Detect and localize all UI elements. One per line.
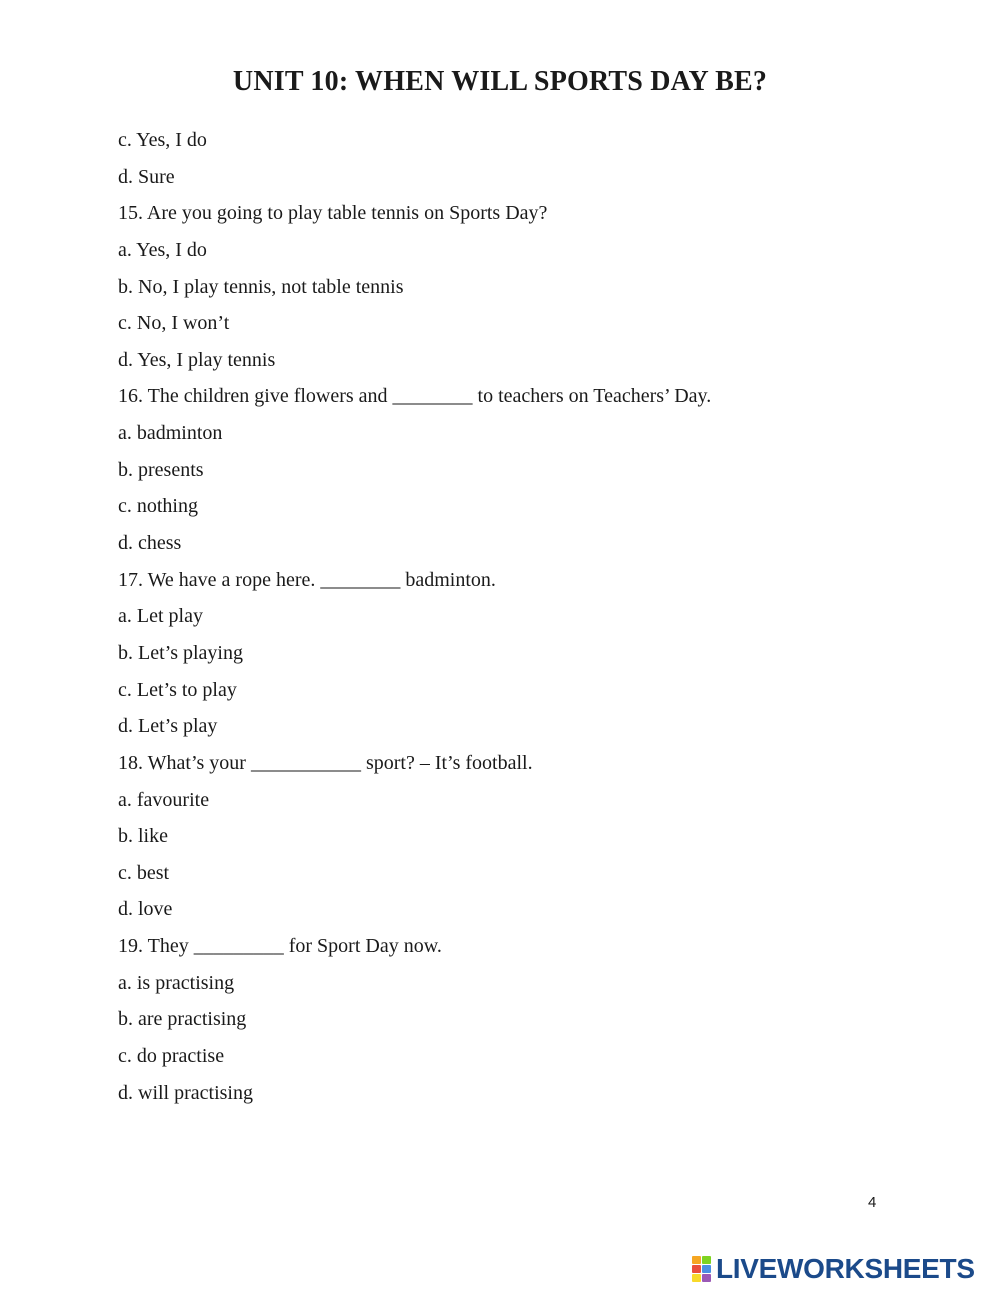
answer-option: a. Let play bbox=[118, 605, 203, 628]
question-text: 15. Are you going to play table tennis on Sports Day? bbox=[118, 202, 548, 225]
answer-option: b. Let’s playing bbox=[118, 641, 243, 664]
answer-option: b. are practising bbox=[118, 1008, 247, 1031]
answer-option: b. presents bbox=[118, 458, 204, 481]
page-title: UNIT 10: WHEN WILL SPORTS DAY BE? bbox=[232, 66, 768, 97]
question-text: 19. They _________ for Sport Day now. bbox=[118, 935, 442, 958]
brand-text: LIVEWORKSHEETS bbox=[716, 1253, 975, 1284]
answer-option: a. favourite bbox=[118, 788, 210, 811]
question-text: 18. What’s your ___________ sport? – It’s football. bbox=[118, 751, 533, 774]
logo-square bbox=[702, 1274, 711, 1282]
answer-option: c. No, I won’t bbox=[118, 312, 230, 335]
answer-option: a. Yes, I do bbox=[118, 238, 207, 261]
answer-option: d. Yes, I play tennis bbox=[118, 348, 276, 371]
liveworksheets-brand[interactable] bbox=[692, 1252, 975, 1286]
logo-square bbox=[692, 1256, 701, 1264]
question-text: 17. We have a rope here. ________ badminton. bbox=[118, 568, 496, 591]
answer-option: c. Let’s to play bbox=[118, 678, 237, 701]
answer-option: a. badminton bbox=[118, 422, 223, 445]
answer-option: c. Yes, I do bbox=[118, 129, 207, 151]
logo-square bbox=[692, 1274, 701, 1282]
answer-option: d. will practising bbox=[118, 1081, 253, 1104]
answer-option: c. nothing bbox=[118, 495, 198, 518]
answer-option: b. like bbox=[118, 825, 168, 848]
answer-option: b. No, I play tennis, not table tennis bbox=[118, 275, 404, 298]
answer-option: d. Let’s play bbox=[118, 715, 218, 738]
logo-square bbox=[692, 1265, 701, 1273]
logo-square bbox=[702, 1265, 711, 1273]
answer-option: c. do practise bbox=[118, 1045, 225, 1068]
logo-square bbox=[702, 1256, 711, 1264]
liveworksheets-logo-icon bbox=[692, 1256, 712, 1282]
answer-option: a. is practising bbox=[118, 971, 235, 994]
answer-option: d. love bbox=[118, 898, 173, 921]
page-number: 4 bbox=[868, 1194, 877, 1211]
answer-option: d. chess bbox=[118, 532, 182, 555]
question-text: 16. The children give flowers and ________ to teachers on Teachers’ Day. bbox=[118, 385, 712, 408]
worksheet-questions bbox=[118, 126, 938, 1115]
answer-option: c. best bbox=[118, 861, 170, 884]
answer-option: d. Sure bbox=[118, 165, 175, 188]
